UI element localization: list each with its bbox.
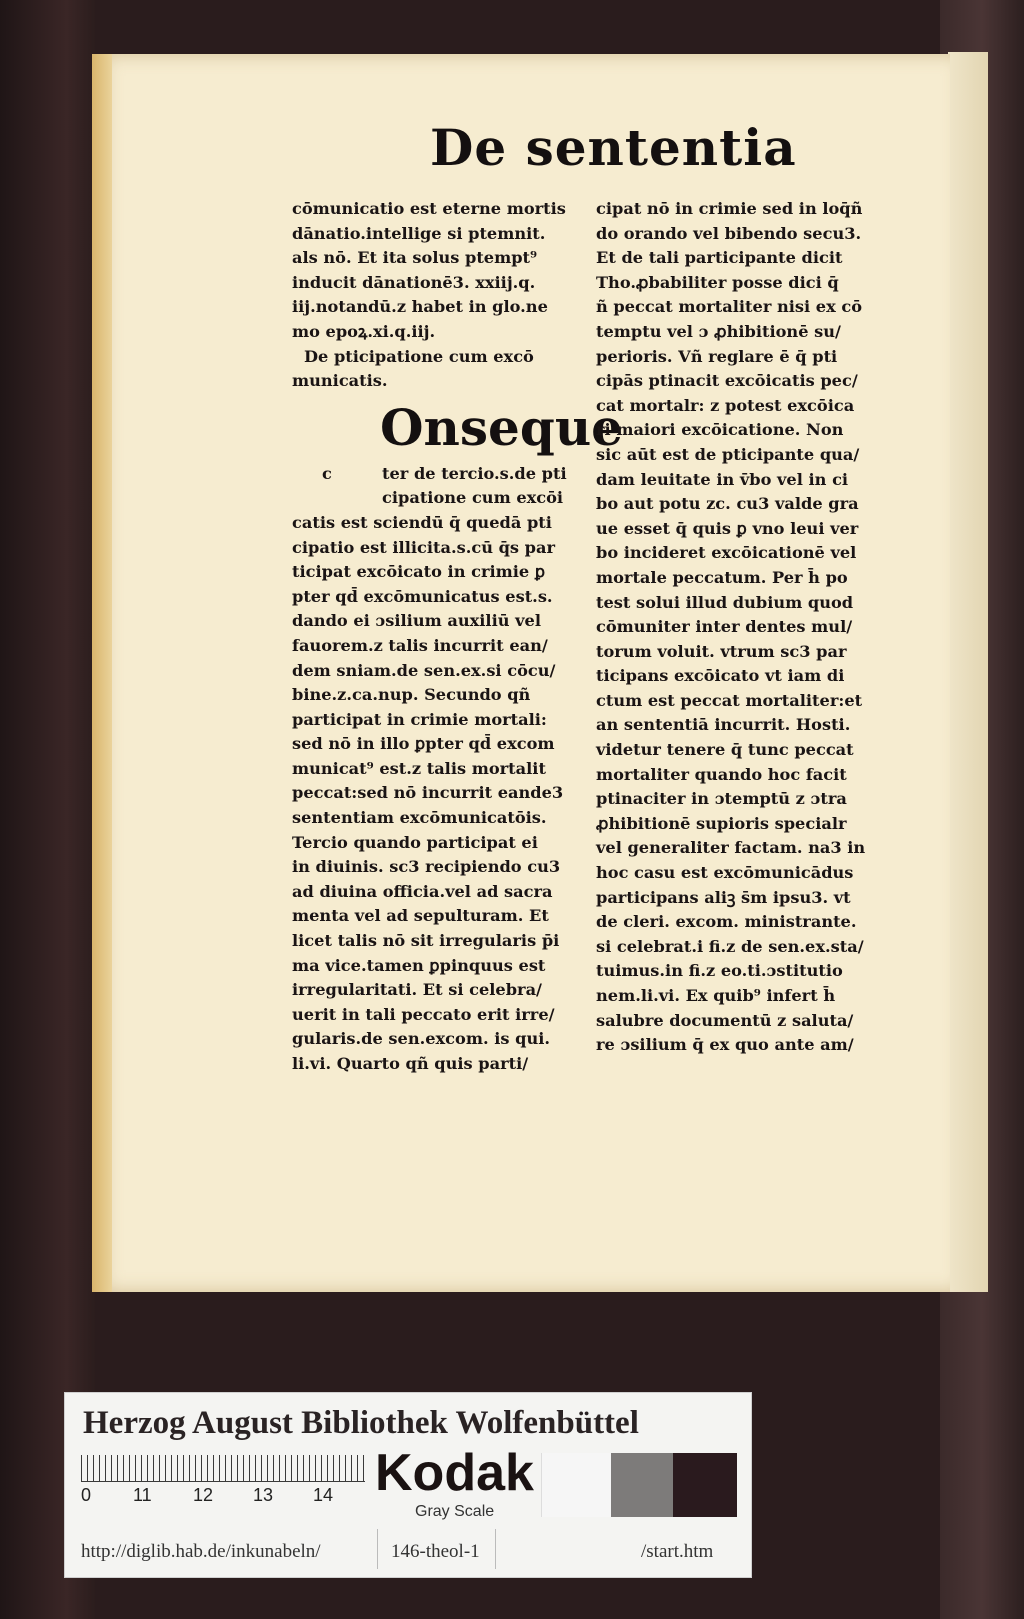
text-line: als nō. Et ita solus ptempt⁹ bbox=[292, 248, 538, 268]
text-line: torum voluit. vtrum sc3 par bbox=[596, 641, 847, 661]
text-line: uerit in tali peccato erit irre/ bbox=[292, 1004, 555, 1024]
ruler-number: 0 bbox=[81, 1485, 92, 1505]
text-line: irregularitati. Et si celebra/ bbox=[292, 980, 542, 1000]
right-lines bbox=[596, 197, 892, 1058]
text-line: bo incideret excōicationē vel bbox=[596, 543, 857, 563]
text-line: fauorem.z talis incurrit ean/ bbox=[292, 635, 548, 655]
text-line: sic aūt est de pticipante qua/ bbox=[596, 444, 860, 464]
kodak-logo: Kodak bbox=[375, 1444, 534, 1502]
text-line: catis est sciendū q̄ quedā pti bbox=[292, 512, 552, 532]
text-line: do orando vel bibendo secu3. bbox=[596, 223, 862, 243]
left-lines-after bbox=[292, 511, 582, 1077]
url-part-id: 146-theol-1 bbox=[391, 1541, 480, 1562]
text-line: test solui illud dubium quod bbox=[596, 592, 854, 612]
text-line: nem.li.vi. Ex quib⁹ infert h̄ bbox=[596, 986, 836, 1005]
text-line: mortale peccatum. Per h̄ po bbox=[596, 567, 848, 587]
text-line: ue esset q̄ quis ꝑ vno leui ver bbox=[596, 518, 859, 538]
ruler-number: 14 bbox=[313, 1485, 334, 1505]
text-line: tuimus.in fi.z eo.ti.ɔstitutio bbox=[596, 961, 843, 981]
text-line: si celebrat.i fi.z de sen.ex.sta/ bbox=[596, 936, 864, 956]
gray-scale-label: Gray Scale bbox=[415, 1503, 495, 1520]
text-line: cōmunicatio est eterne mortis bbox=[292, 199, 566, 218]
text-line: iij.notandū.z habet in glo.ne bbox=[292, 297, 548, 317]
text-line: dam leuitate in v̄bo vel in ci bbox=[596, 469, 849, 489]
ruler-number: 11 bbox=[133, 1485, 152, 1505]
url-row bbox=[81, 1529, 735, 1569]
url-part-start: /start.htm bbox=[641, 1541, 714, 1562]
section-title-line-2: municatis. bbox=[292, 371, 388, 391]
text-line: bo aut potu zc. cu3 valde gra bbox=[596, 494, 859, 514]
text-line: municat⁹ est.z talis mortalit bbox=[292, 758, 546, 778]
text-line: mortaliter quando hoc facit bbox=[596, 764, 847, 784]
text-line: gularis.de sen.excom. is qui. bbox=[292, 1029, 550, 1049]
url-part-base: http://diglib.hab.de/inkunabeln/ bbox=[81, 1541, 321, 1562]
text-line: re ɔsilium q̄ ex quo ante am/ bbox=[596, 1035, 854, 1055]
text-line: ñ peccat mortaliter nisi ex cō bbox=[596, 297, 863, 317]
left-text-column bbox=[292, 197, 623, 1077]
url-divider bbox=[377, 1529, 378, 1569]
text-line: hoc casu est excōmunicādus bbox=[596, 863, 854, 883]
text-line: cipās ptinacit excōicatis pec/ bbox=[596, 371, 858, 391]
left-lines-before bbox=[292, 197, 582, 345]
text-line: cipatio est illicita.s.cū q̄s par bbox=[292, 537, 556, 557]
text-line: dānatio.intellige si ptemnit. bbox=[292, 223, 546, 243]
text-line: li.vi. Quarto qñ quis parti/ bbox=[292, 1054, 529, 1073]
text-line: cōmuniter inter dentes mul/ bbox=[596, 617, 853, 637]
text-line: sententiam excōmunicatōis. bbox=[292, 808, 547, 828]
text-line: ptinaciter in ɔtemptū z ɔtra bbox=[596, 789, 847, 809]
text-line: temptu vel ɔ ꝓhibitionē su/ bbox=[596, 321, 841, 341]
gray-swatch-white bbox=[541, 1453, 612, 1517]
library-name: Herzog August Bibliothek Wolfenbüttel bbox=[83, 1405, 639, 1441]
text-line: de cleri. excom. ministrante. bbox=[596, 912, 857, 932]
text-line: cipatione cum excōi bbox=[382, 488, 564, 508]
text-line: cipat nō in crimie sed in loq̄ñ bbox=[596, 199, 863, 218]
text-line: cat mortalr: z potest excōica bbox=[596, 395, 855, 415]
ruler bbox=[81, 1455, 365, 1503]
text-line: licet talis nō sit irregularis p̄i bbox=[292, 931, 560, 951]
text-line: salubre documentū z saluta/ bbox=[596, 1010, 854, 1030]
backdrop-left bbox=[0, 0, 95, 1619]
guide-letter: c bbox=[322, 463, 332, 483]
facing-page-edge bbox=[948, 52, 988, 1292]
page-heading: De sententia bbox=[430, 118, 797, 177]
text-line: Tho.ꝓbabiliter posse dici q̄ bbox=[596, 272, 839, 292]
text-line: ma vice.tamen ꝑpinquus est bbox=[292, 955, 546, 975]
text-line: participat in crimie mortali: bbox=[292, 709, 547, 729]
text-line: menta vel ad sepulturam. Et bbox=[292, 906, 549, 926]
text-line: mo epoꝝ.xi.q.iij. bbox=[292, 321, 436, 341]
gray-swatch-black bbox=[673, 1453, 737, 1517]
ruler-number: 13 bbox=[253, 1485, 274, 1505]
left-indented-lines bbox=[292, 486, 582, 511]
text-line: ri maiori excōicatione. Non bbox=[596, 420, 844, 440]
text-line: ticipans excōicato vt iam di bbox=[596, 666, 845, 686]
text-line: vel generaliter factam. na3 in bbox=[596, 838, 866, 858]
text-line: ꝓhibitionē supioris specialr bbox=[596, 813, 847, 833]
text-line: ad diuina officia.vel ad sacra bbox=[292, 881, 553, 901]
text-line: in diuinis. sc3 recipiendo cu3 bbox=[292, 857, 561, 877]
decorated-initial-row bbox=[292, 394, 623, 462]
drop-letter-row bbox=[292, 462, 582, 487]
text-line: pter qd̄ excōmunicatus est.s. bbox=[292, 586, 553, 606]
section-title-line-1: De pticipatione cum excō bbox=[304, 346, 534, 366]
drop-line-text: ter de tercio.s.de pti bbox=[382, 463, 567, 483]
text-line: videtur tenere q̄ tunc peccat bbox=[596, 740, 854, 760]
text-line: ctum est peccat mortaliter:et bbox=[596, 690, 863, 710]
url-divider bbox=[495, 1529, 496, 1569]
text-line: dando ei ɔsilium auxiliū vel bbox=[292, 611, 541, 631]
text-line: Et de tali participante dicit bbox=[596, 248, 843, 268]
text-line: peccat:sed nō incurrit eande3 bbox=[292, 783, 564, 803]
text-line: bine.z.ca.nup. Secundo qñ bbox=[292, 685, 531, 705]
color-calibration-card bbox=[64, 1392, 752, 1578]
text-line: sed nō in illo ꝑpter qd̄ excom bbox=[292, 734, 555, 754]
decorated-initial-word: Onseque bbox=[380, 397, 623, 457]
text-line: ticipat excōicato in crimie ꝑ bbox=[292, 562, 546, 582]
text-line: perioris. Vñ reglare ē q̄ pti bbox=[596, 346, 838, 366]
text-line: dem sniam.de sen.ex.si cōcu/ bbox=[292, 660, 556, 680]
text-line: inducit dānationē3. xxiij.q. bbox=[292, 272, 536, 292]
ruler-ticks bbox=[81, 1455, 365, 1482]
page-gutter-edge bbox=[92, 54, 112, 1292]
text-line: participans aliꝫ s̄m ipsu3. vt bbox=[596, 887, 851, 907]
ruler-number: 12 bbox=[193, 1485, 214, 1505]
text-line: Tercio quando participat ei bbox=[292, 832, 538, 852]
right-text-column bbox=[596, 197, 892, 1058]
gray-swatch-gray bbox=[611, 1453, 673, 1517]
text-line: an sententiā incurrit. Hosti. bbox=[596, 715, 851, 735]
